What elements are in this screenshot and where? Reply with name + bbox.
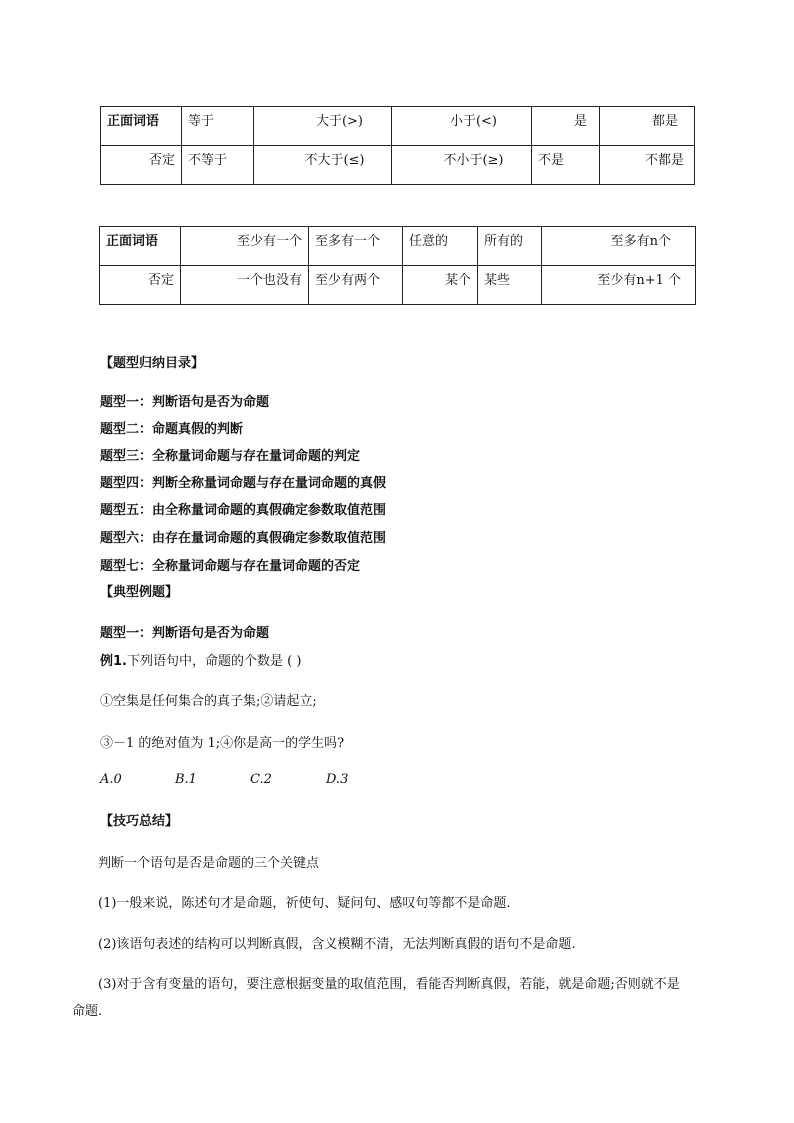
table-cell: 正面词语 [100,227,181,266]
example-1 [100,650,301,669]
table-cell: 至少有n+1 个 [542,266,696,305]
answer-options [100,772,348,787]
table-cell: 小于(<) [392,107,532,146]
summary-point: (1)一般来说，陈述句才是命题，祈使句、疑问句、感叹句等都不是命题. [98,896,511,911]
catalog-item: 题型五：由全称量词命题的真假确定参数取值范围 [100,503,387,518]
table-cell: 一个也没有 [181,266,309,305]
catalog-item: 题型七：全称量词命题与存在量词命题的否定 [100,559,361,574]
table-cell: 任意的 [403,227,478,266]
option-c: C.2 [250,772,272,787]
example-text: 下列语句中，命题的个数是 ( ) [126,654,302,669]
table-cell: 不小于(≥) [392,146,532,185]
example-statement-line: ①空集是任何集合的真子集;②请起立; [100,694,317,709]
table-cell: 否定 [100,266,181,305]
catalog-item: 题型一：判断语句是否为命题 [100,395,270,410]
catalog-item: 题型二：命题真假的判断 [100,422,244,437]
catalog-heading: 【题型归纳目录】 [100,356,205,371]
table-cell: 至多有一个 [309,227,403,266]
table-cell: 至少有一个 [181,227,309,266]
example-label: 例1. [100,654,127,669]
option-a: A.0 [100,772,122,787]
summary-point-continued: 命题. [72,1004,103,1019]
table-cell: 不大于(≤) [254,146,392,185]
table-cell: 大于(>) [254,107,392,146]
table-row [101,146,695,185]
type-title: 题型一：判断语句是否为命题 [100,626,270,641]
catalog-item: 题型四：判断全称量词命题与存在量词命题的真假 [100,476,387,491]
examples-heading: 【典型例题】 [100,585,179,600]
table-cell: 否定 [101,146,182,185]
table-cell: 某个 [403,266,478,305]
summary-heading: 【技巧总结】 [100,814,179,829]
table-cell: 都是 [600,107,695,146]
summary-point: (3)对于含有变量的语句，要注意根据变量的取值范围，看能否判断真假，若能，就是命题;否则就不是 [98,977,680,992]
table-row [100,266,696,305]
example-statement-line: ③－1 的绝对值为 1;④你是高一的学生吗? [100,736,345,751]
table-cell: 不等于 [182,146,254,185]
negation-table-2 [99,226,696,305]
negation-table-1 [100,106,695,185]
table-row [100,227,696,266]
table-cell: 所有的 [478,227,542,266]
option-d: D.3 [326,772,349,787]
summary-intro: 判断一个语句是否是命题的三个关键点 [98,856,320,871]
catalog-item: 题型三：全称量词命题与存在量词命题的判定 [100,449,361,464]
table-cell: 不都是 [600,146,695,185]
option-b: B.1 [175,772,197,787]
table-cell: 不是 [532,146,600,185]
summary-point: (2)该语句表述的结构可以判断真假，含义模糊不清，无法判断真假的语句不是命题. [98,937,576,952]
table-cell: 是 [532,107,600,146]
table-cell: 某些 [478,266,542,305]
table-cell: 等于 [182,107,254,146]
table-cell: 正面词语 [101,107,182,146]
table-row [101,107,695,146]
table-cell: 至多有n个 [542,227,696,266]
catalog-item: 题型六：由存在量词命题的真假确定参数取值范围 [100,531,387,546]
table-cell: 至少有两个 [309,266,403,305]
